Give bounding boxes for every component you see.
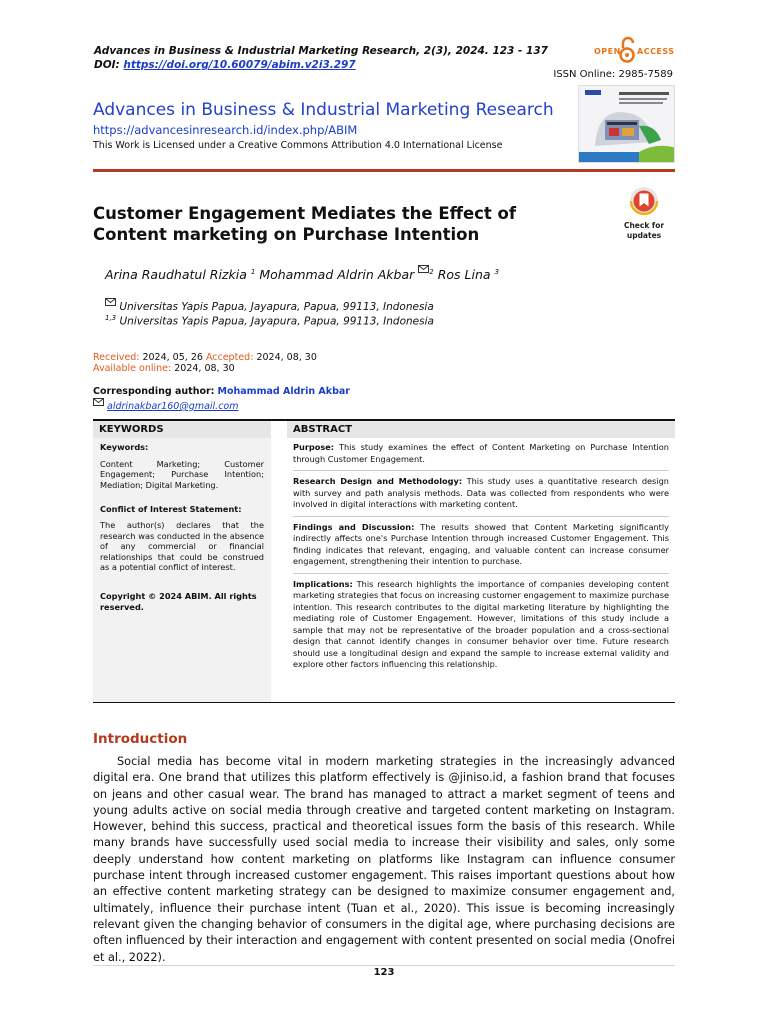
author-superscript: 2	[429, 267, 434, 276]
keywords-label: Keywords:	[100, 442, 149, 452]
open-access-badge	[594, 36, 675, 64]
abstract-section-label: Findings and Discussion:	[293, 521, 415, 532]
license-statement: This Work is Licensed under a Creative Commons Attribution 4.0 International License	[93, 140, 503, 151]
author-name: Mohammad Aldrin Akbar	[259, 267, 415, 282]
abstract-section-text: This study examines the effect of Content Marketing on Purchase Intention through Customer Engagement.	[293, 442, 669, 464]
received-date: 2024, 05, 26	[142, 352, 203, 363]
affiliation-line	[105, 314, 434, 328]
corresponding-author	[93, 385, 350, 413]
abstract-section-findings	[293, 522, 669, 574]
abstract-heading: ABSTRACT	[287, 421, 675, 438]
keywords-column	[93, 438, 271, 702]
abstract-section-text: This study uses a quantitative research design with survey and path analysis methods. Data was collected from respondents who were involved in digital interactions with marketing content.	[293, 476, 669, 509]
introduction-heading: Introduction	[93, 731, 188, 747]
keywords-heading: KEYWORDS	[93, 421, 271, 438]
conflict-label: Conflict of Interest Statement:	[100, 504, 242, 515]
citation-line: Advances in Business & Industrial Marketing Research, 2(3), 2024. 123 - 137	[94, 45, 548, 57]
corresponding-label: Corresponding author:	[93, 386, 215, 397]
available-date: 2024, 08, 30	[174, 363, 235, 374]
article-dates	[93, 352, 317, 374]
open-access-left-text: OPEN	[594, 47, 621, 56]
corresponding-email-link[interactable]: aldrinakbar160@gmail.com	[107, 401, 239, 412]
author-name: Ros Lina	[437, 267, 491, 282]
affiliation-text: Universitas Yapis Papua, Jayapura, Papua, 99113, Indonesia	[119, 301, 434, 313]
check-for-updates-line-2: updates	[626, 231, 662, 240]
accepted-label: Accepted:	[205, 352, 254, 363]
doi-link[interactable]: https://doi.org/10.60079/abim.v2i3.297	[123, 59, 356, 71]
affiliation-superscript: 1,3	[105, 314, 117, 322]
journal-citation	[94, 44, 548, 72]
footer-divider	[93, 965, 675, 966]
conflict-text: The author(s) declares that the research was conducted in the absence of any commercial or financial relationships that could be construed as a potential conflict of interest.	[100, 519, 264, 573]
article-title: Customer Engagement Mediates the Effect of Content marketing on Purchase Intention	[93, 204, 517, 244]
abstract-section-label: Purpose:	[293, 442, 335, 452]
header-divider	[93, 169, 675, 172]
check-for-updates-line-1: Check for	[623, 221, 665, 230]
received-label: Received:	[93, 352, 140, 363]
doi-line	[94, 58, 548, 72]
abstract-section-implications	[293, 579, 669, 676]
accepted-date: 2024, 08, 30	[256, 352, 317, 363]
author-superscript: 3	[494, 267, 499, 276]
affiliation-line	[105, 298, 434, 313]
email-icon	[93, 398, 104, 406]
abstract-section-text: The results showed that Content Marketing significantly indirectly affects one's Purchase Intention through increased Customer Engagement. This finding indicates that relevant, engaging, and valuable content can increase consumer engagement, strengthening their intention to purchase.	[293, 521, 669, 566]
check-for-updates-icon	[629, 186, 659, 216]
open-lock-icon	[619, 36, 635, 64]
box-bottom-rule	[93, 702, 675, 703]
journal-cover-image	[578, 85, 675, 163]
keywords-text: Content Marketing; Customer Engagement; Purchase Intention; Mediation; Digital Marketing.	[100, 458, 264, 490]
journal-url-link[interactable]: https://advancesinresearch.id/index.php/ABIM	[93, 123, 358, 137]
abstract-column	[287, 438, 675, 680]
abstract-section-text: This research highlights the importance of companies developing content marketing strategies that focus on increasing customer engagement to maximize purchase intention. This research contributes to the digital marketing literature by highlighting the mediating role of Customer Engagement. However, limitations of this study include a sample that may not be representative of the broader population and a cross-sectional design that cannot identify changes in consumer behavior over time. Future research should use a longitudinal design and expand the sample to increase external validity and explore other factors influencing this relationship.	[293, 578, 669, 669]
issn: ISSN Online: 2985-7589	[553, 69, 673, 80]
doi-label: DOI:	[94, 59, 120, 71]
journal-cover-graphic	[579, 86, 675, 163]
page-number: 123	[373, 967, 395, 978]
copyright-statement: Copyright © 2024 ABIM. All rights reserved.	[100, 590, 257, 612]
author-superscript: 1	[250, 267, 256, 276]
affiliation-text: Universitas Yapis Papua, Jayapura, Papua, 99113, Indonesia	[119, 315, 434, 328]
author-name: Arina Raudhatul Rizkia	[105, 267, 247, 282]
journal-name: Advances in Business & Industrial Marketing Research	[93, 100, 554, 120]
email-icon	[418, 265, 429, 273]
corresponding-name: Mohammad Aldrin Akbar	[217, 386, 350, 397]
abstract-section-purpose	[293, 442, 669, 471]
email-icon	[105, 298, 116, 306]
introduction-paragraph: Social media has become vital in modern marketing strategies in the increasingly advanced digital era. One brand that utilizes this platform effectively is @jiniso.id, a fashion brand that focuses on jeans and other casual wear. The brand has managed to attract a market segment of teens and young adults active on social media through creative and targeted content marketing on Instagram. However, behind this success, practical and theoretical issues form the basis of this research. While many brands have successfully used social media to increase their visibility and sales, only some deeply understand how content marketing on platforms like Instagram can influence consumer purchase intent through increased customer engagement. This raises important questions about how an effective content marketing strategy can be designed to maximize consumer engagement and, ultimately, influence their purchase intent (Tuan et al., 2020). This issue is becoming increasingly relevant given the changing behavior of consumers in the digital age, where purchasing decisions are often influenced by their interaction and engagement with content presented on social media (Onofrei et al., 2022).	[93, 755, 675, 964]
open-access-right-text: ACCESS	[637, 47, 675, 56]
available-label: Available online:	[93, 363, 172, 374]
abstract-section-label: Implications:	[293, 578, 353, 589]
abstract-section-methodology	[293, 476, 669, 517]
author-list	[105, 265, 499, 282]
check-for-updates-badge[interactable]	[620, 186, 668, 240]
abstract-section-label: Research Design and Methodology:	[293, 476, 463, 486]
